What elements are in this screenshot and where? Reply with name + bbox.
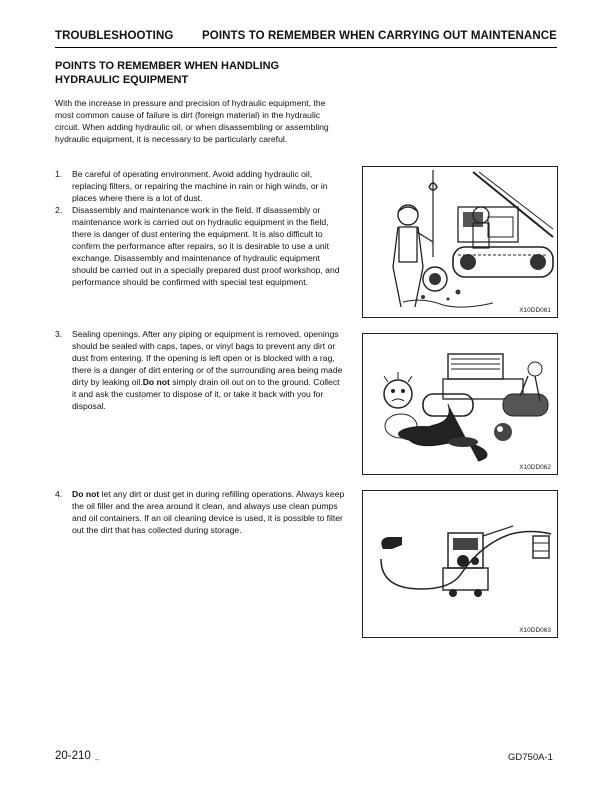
item-text-body: let any dirt or dust get in during refilling operations. Always keep the oil filler and the area around it clean, and always use clean pumps and oil containers. If an oil cleaning device is used, it is possible to filter out the dirt that has collected during storage. [72, 489, 345, 535]
field-repair-illustration [363, 167, 557, 317]
intro-paragraph: With the increase in pressure and precision of hydraulic equipment, the most common cause of failure is dirt (foreign material) in the hydraulic circuit. When adding hydraulic oil, or when disassembling or assembling hydraulic equipment, it is necessary to be particularly careful. [55, 98, 329, 144]
page-number-text: 20-210 [55, 750, 91, 762]
list-item-2 [55, 204, 345, 288]
page-number [55, 750, 101, 763]
list-item-4 [55, 488, 345, 536]
model-number: GD750A-1 [508, 752, 553, 763]
item-text: Disassembly and maintenance work in the field. If disassembly or maintenance work is carried out on hydraulic equipment in the field, there is danger of dust entering the equipment. It is also difficult to confirm the performance after repairs, so it is desirable to use a unit exchange. Disassembly and maintenance of hydraulic equipment should be carried out in a specially prepared dust proof workshop, and performance should be confirmed with special test equipment. [72, 205, 340, 287]
figure-sealing-openings [362, 333, 558, 475]
item-text-a: Sealing openings. After any piping or equipment is removed, openings should be sealed with caps, tapes, or vinyl bags to prevent any dirt or dust from entering. If the opening is left open or is blocked with a rag, there is a danger of dirt entering or of the surrounding area being made dirty by leaking oil. [72, 329, 343, 387]
list-item-1 [55, 168, 345, 204]
page-header [55, 29, 557, 48]
item-text [72, 328, 345, 412]
list-item-3 [55, 328, 345, 412]
section-title-line1: POINTS TO REMEMBER WHEN HANDLING [55, 60, 280, 72]
oil-cleaning-device-illustration [363, 491, 557, 637]
item-number: 1. [55, 169, 63, 179]
item-bold-warning: Do not [72, 489, 100, 499]
figure-label: X10DD063 [519, 627, 551, 634]
figure-maintenance-field [362, 166, 558, 318]
figure-refilling [362, 490, 558, 638]
item-number: 4. [55, 489, 63, 499]
item-bold-warning: Do not [142, 377, 170, 387]
item-number: 2. [55, 205, 63, 215]
item-text-b: simply drain oil out on to the ground. Collect it and ask the customer to dispose of it, or take it back with you for disposal. [72, 377, 340, 411]
oil-spill-illustration [363, 334, 557, 474]
figure-label: X10DD062 [519, 464, 551, 471]
header-title: POINTS TO REMEMBER WHEN CARRYING OUT MAINTENANCE [202, 30, 557, 42]
header-section: TROUBLESHOOTING [55, 30, 174, 42]
section-title [55, 59, 355, 87]
figure-label: X10DD061 [519, 307, 551, 314]
item-text [72, 488, 345, 536]
revision-mark: ← [93, 756, 101, 763]
item-text: Be careful of operating environment. Avoid adding hydraulic oil, replacing filters, or repairing the machine in rain or high winds, or in places where there is a lot of dust. [72, 169, 328, 203]
section-title-line2: HYDRAULIC EQUIPMENT [55, 74, 189, 86]
item-number: 3. [55, 329, 63, 339]
